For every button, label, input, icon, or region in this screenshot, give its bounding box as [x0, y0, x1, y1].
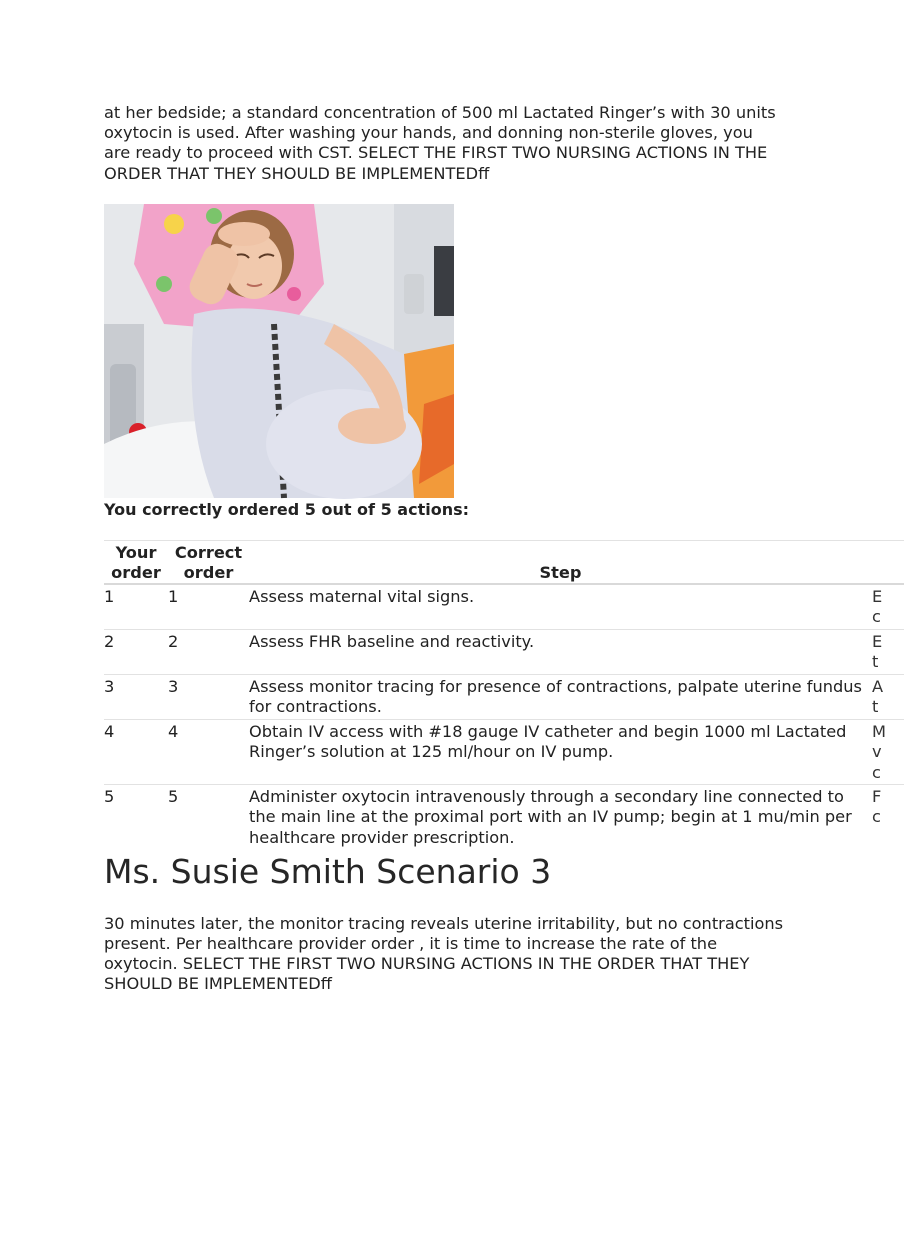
your-order-cell: 5	[104, 787, 115, 807]
correct-order-cell: 1	[168, 587, 179, 607]
rationale-cell: M v c	[872, 722, 886, 782]
table-header-row	[104, 540, 904, 584]
intro-paragraph: at her bedside; a standard concentration of 500 ml Lactated Ringer’s with 30 units oxytocin is used. After washing your hands, and donning non-sterile gloves, you are ready to proceed with CST. SELECT THE FIRST TWO NURSING ACTIONS IN THE ORDER THAT THEY SHOULD BE IMPLEMENTEDff	[104, 103, 776, 183]
rationale-cell: E t	[872, 632, 883, 672]
patient-photo-illustration	[104, 204, 454, 498]
scenario-title: Ms. Susie Smith Scenario 3	[104, 851, 552, 891]
score-summary: You correctly ordered 5 out of 5 actions:	[104, 499, 469, 519]
correct-order-cell: 2	[168, 632, 179, 652]
patient-photo	[104, 204, 454, 498]
header-your-order: Your order	[111, 542, 161, 583]
document-body	[104, 103, 886, 995]
table-row	[104, 785, 904, 848]
rationale-cell: A t	[872, 677, 884, 717]
step-cell: Administer oxytocin intravenously through a secondary line connected to the main line at the proximal port with an IV pump; begin at 1 mu/min per healthcare provider prescription.	[249, 787, 852, 847]
header-correct-order: Correct order	[174, 542, 243, 583]
step-cell: Assess FHR baseline and reactivity.	[249, 632, 535, 652]
table-row	[104, 584, 904, 630]
order-results-table	[104, 540, 904, 848]
rationale-cell: F c	[872, 787, 882, 827]
header-step: Step	[539, 563, 582, 583]
header-rationale	[872, 540, 904, 584]
correct-order-cell: 3	[168, 677, 179, 697]
your-order-cell: 3	[104, 677, 115, 697]
your-order-cell: 4	[104, 722, 115, 742]
your-order-cell: 2	[104, 632, 115, 652]
your-order-cell: 1	[104, 587, 115, 607]
table-row	[104, 675, 904, 720]
rationale-cell: E c	[872, 587, 883, 627]
step-cell: Assess monitor tracing for presence of contractions, palpate uterine fundus for contractions.	[249, 677, 862, 717]
scenario-paragraph: 30 minutes later, the monitor tracing reveals uterine irritability, but no contractions present. Per healthcare provider order , it is time to increase the rate of the oxytocin. SELECT THE FIRST TWO NURSING ACTIONS IN THE ORDER THAT THEY SHOULD BE IMPLEMENTEDff	[104, 913, 784, 994]
correct-order-cell: 4	[168, 722, 179, 742]
correct-order-cell: 5	[168, 787, 179, 807]
table-row	[104, 720, 904, 785]
step-cell: Obtain IV access with #18 gauge IV catheter and begin 1000 ml Lactated Ringer’s solution at 125 ml/hour on IV pump.	[249, 722, 847, 762]
table-row	[104, 630, 904, 675]
step-cell: Assess maternal vital signs.	[249, 587, 475, 607]
